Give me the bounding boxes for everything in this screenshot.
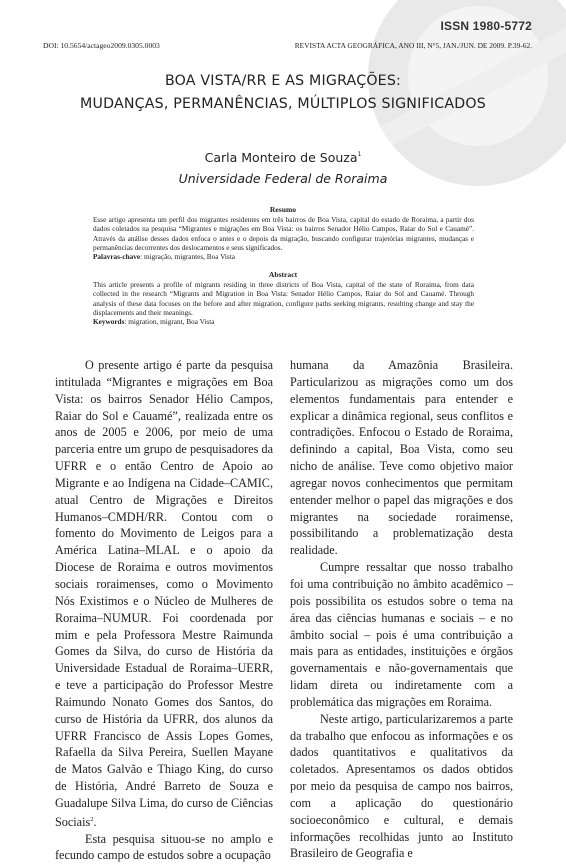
resumo-body	[93, 216, 474, 262]
title-line-2: MUDANÇAS, PERMANÊNCIAS, MÚLTIPLOS SIGNIFICADOS	[80, 96, 486, 112]
author-footnote-marker: 1	[357, 151, 362, 158]
body-paragraph: Cumpre ressaltar que nosso trabalho foi uma contribuição no âmbito acadêmico – pois possibilita os estudos sobre o tema na área das ciências humanas e sociais – e no âmbito social – pois é uma contribuição a mais para as entidades, instituições e órgãos governamentais e não-governamentais que lidam direta ou indiretamente com a problemática das migrações em Roraima.	[290, 560, 513, 709]
body-text: O presente artigo é parte da pesquisa intitulada “Migrantes e migrações em Boa Vista: os bairros Senador Hélio Campos, Raiar do Sol e Cauamé”, realizada entre os anos de 2005 e 2006, por meio de uma parceria entre um grupo de pesquisadores da UFRR e o então Centro de Apoio ao Migrante e ao Indígena na Cidade–CAMIC, atual Centro de Migrações e Direitos Humanos–CMDH/RR. Contou com o fomento do Movimento de Leigos para a América Latina–MLAL e o apoio da Diocese de Roraima e outros movimentos sociais roraimenses, como o Movimento Nós Existimos e o Núcleo de Mulheres de Roraima–NUMUR. Foi coordenada por mim e pela Professora Mestre Raimunda Gomes da Silva, do curso de História da Universidade Estadual de Roraima–UERR, e teve a participação do Professor Mestre Raimundo Nonato Gomes dos Santos, do curso de História da UFRR, dos alunos da UFRR Francisco de Assis Lopes Gomes, Rafaella da Silva Pereira, Suellen Mayane de Matos Galvão e Thiago King, do curso de História, André Barreto de Souza e Guadalupe Silva Lima, do curso de Ciências Sociais	[55, 358, 273, 829]
resumo-text: Esse artigo apresenta um perfil dos migrantes residentes em três bairros de Boa Vista, capital do estado de Roraima, a partir dos dados coletados na pesquisa “Migrantes e migrações em Boa Vista: os bairros Senador Hélio Campos, Raiar do Sol e Cauamé”. Através da análise desses dados enfoca o antes e o depois da migração, buscando configurar trajetórias migrantes, mudanças e permanências decorrentes dos deslocamentos e seus significados.	[93, 216, 474, 252]
footnote-marker: 2	[90, 815, 94, 823]
journal-reference: REVISTA ACTA GEOGRÁFICA, ANO III, N°5, JAN./JUN. DE 2009. P.39-62.	[294, 41, 532, 50]
resumo-keywords: : migração, migrantes, Boa Vista	[140, 253, 235, 262]
body-paragraph: Esta pesquisa situou-se no amplo e fecundo campo de estudos sobre a ocupação	[55, 831, 273, 863]
body-paragraph: humana da Amazônia Brasileira. Particularizou as migrações como um dos elementos fundamentais para entender e explicar a dinâmica regional, seus conflitos e contradições. Enfocou o Estado de Roraima, definindo a capital, Boa Vista, como seu nicho de análise. Teve como objetivo maior agregar novos conhecimentos que permitam entender melhor o papel das migrações e dos migrantes na sociedade roraimense, possibilitando a problematização desta realidade.	[290, 358, 513, 558]
body-right-column	[290, 357, 513, 862]
doi: DOI: 10.5654/actageo2009.0305.0003	[43, 41, 160, 50]
abstract-keywords: : migration, migrant, Boa Vista	[124, 318, 215, 327]
body-text-end: .	[93, 814, 97, 829]
author	[0, 150, 566, 165]
author-affiliation: Universidade Federal de Roraima	[178, 171, 388, 186]
body-left-column	[55, 357, 273, 864]
abstract-keywords-label: Keywords	[93, 318, 125, 327]
abstract-body	[93, 281, 474, 327]
body-paragraph: Neste artigo, particularizaremos a parte da trabalho que enfocou as informações e os dados quantitativos e qualitativos da coletados. Apresentamos os dados obtidos por meio da pesquisa de campo nos bairros, com a aplicação do questionário socioeconômico e cultural, e demais informações recolhidas junto ao Instituto Brasileiro de Geografia e	[290, 711, 513, 861]
resumo-keywords-label: Palavras-chave	[93, 253, 141, 262]
title-line-1: BOA VISTA/RR E AS MIGRAÇÕES:	[164, 73, 402, 89]
author-name: Carla Monteiro de Souza	[204, 150, 358, 165]
issn: ISSN 1980-5772	[440, 19, 532, 33]
abstract-text: This article presents a profile of migrants residing in three districts of Boa Vista, capital of the state of Roraima, from data collected in the research “Migrants and Migration in Boa Vista: Senador Hélio Campos, Raiar do Sol and Cauamé. Through analysis of these data focuses on the before and after migration, configure paths seeking migrants, resulting change and stay the displacements and their meanings.	[93, 281, 474, 317]
resumo-heading: Resumo	[269, 205, 297, 214]
body-paragraph	[55, 357, 273, 831]
abstract-heading: Abstract	[268, 270, 298, 279]
